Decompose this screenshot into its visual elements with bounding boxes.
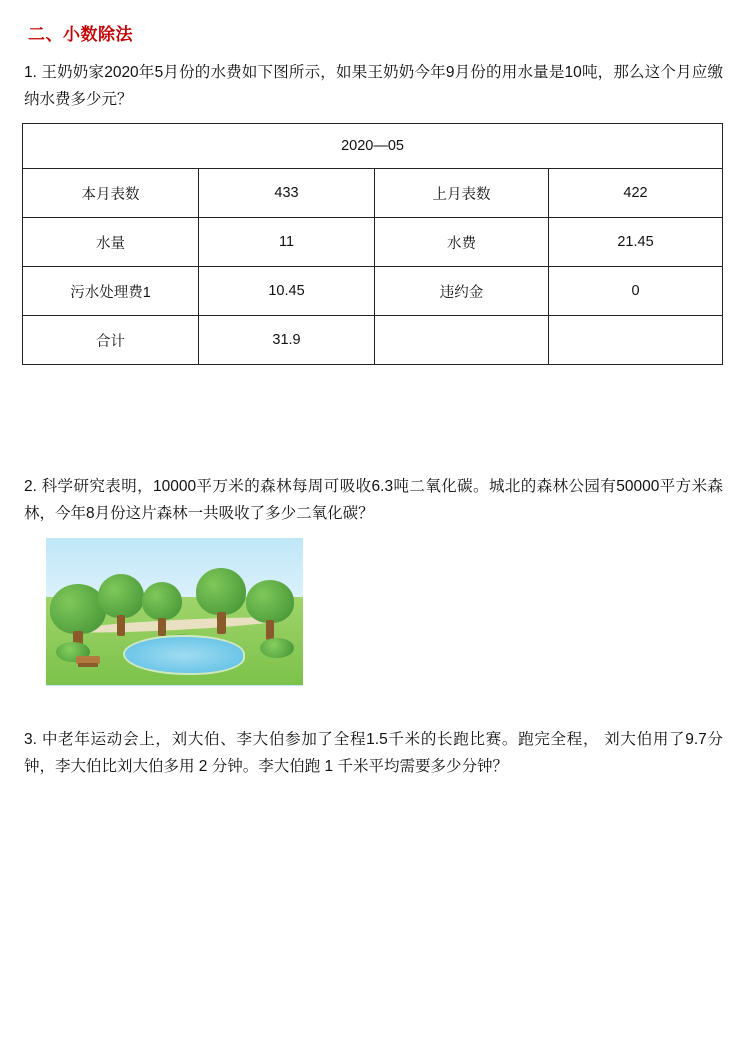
table-cell-label: 水量: [23, 218, 199, 267]
table-cell-label: 上月表数: [375, 169, 549, 218]
tree-icon: [246, 580, 294, 640]
table-row: [23, 218, 723, 267]
table-cell-value: 433: [199, 169, 375, 218]
tree-icon: [196, 568, 246, 634]
table-cell-value: 422: [549, 169, 723, 218]
question-2-text: 2. 科学研究表明，10000平万米的森林每周可吸收6.3吨二氧化碳。城北的森林公园有50000平方米森林，今年8月份这片森林一共吸收了多少二氧化碳？: [24, 478, 723, 523]
table-cell-value: 11: [199, 218, 375, 267]
section-title: 二、小数除法: [28, 25, 133, 44]
table-cell-label: 合计: [23, 316, 199, 365]
table-row: [23, 316, 723, 365]
table-cell-label: 水费: [375, 218, 549, 267]
answer-space-1: [22, 365, 723, 473]
tree-icon: [142, 582, 182, 636]
table-cell-label: [375, 316, 549, 365]
pond-shape: [123, 635, 245, 675]
table-caption: 2020—05: [23, 124, 723, 169]
table-row: [23, 169, 723, 218]
question-3-text: 3. 中老年运动会上，刘大伯、李大伯参加了全程1.5千米的长跑比赛。跑完全程， 刘大伯用了9.7分钟，李大伯比刘大伯多用 2 分钟。李大伯跑 1 千米平均需要多少分钟？: [24, 730, 723, 775]
table-cell-label: 污水处理费1: [23, 267, 199, 316]
question-1-text: 1. 王奶奶家2020年5月份的水费如下图所示，如果王奶奶今年9月份的用水量是10吨，那么这个月应缴纳水费多少元？: [24, 64, 723, 109]
table-row: [23, 124, 723, 169]
table-cell-value: 0: [549, 267, 723, 316]
answer-space-2: [22, 686, 723, 726]
table-cell-value: 21.45: [549, 218, 723, 267]
table-cell-label: 本月表数: [23, 169, 199, 218]
bush-icon: [260, 638, 294, 658]
table-cell-value: 31.9: [199, 316, 375, 365]
water-bill-table: [22, 123, 723, 365]
table-cell-value: [549, 316, 723, 365]
tree-icon: [98, 574, 144, 636]
bench-icon: [76, 656, 100, 664]
table-row: [23, 267, 723, 316]
forest-park-illustration: [46, 538, 303, 686]
table-cell-value: 10.45: [199, 267, 375, 316]
table-cell-label: 违约金: [375, 267, 549, 316]
